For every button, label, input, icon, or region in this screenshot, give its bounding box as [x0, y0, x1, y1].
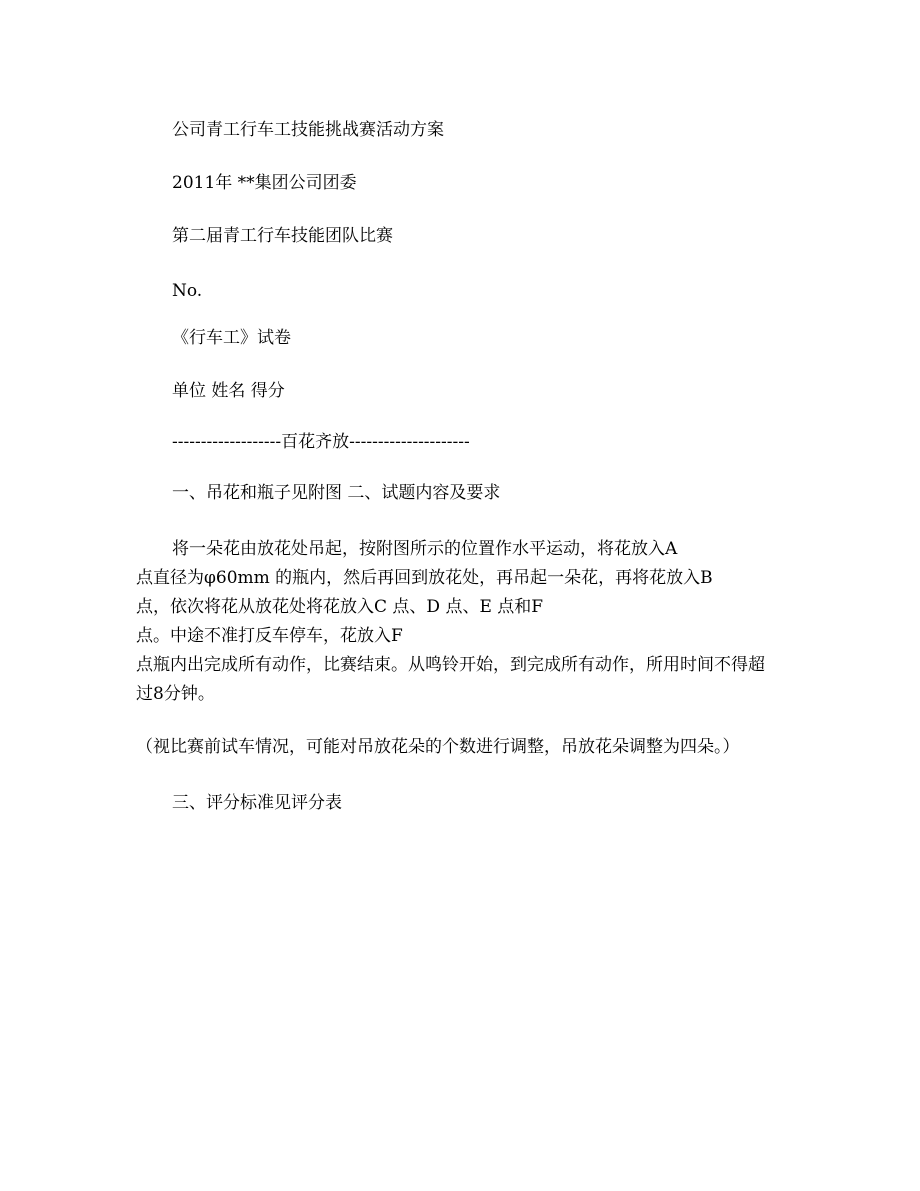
divider-line: -------------------百花齐放---------------------	[172, 432, 470, 452]
section-heading-3: 三、评分标准见评分表	[172, 793, 342, 813]
paper-title: 《行车工》试卷	[172, 328, 291, 348]
requirements-line: 点。中途不准打反车停车，花放入F	[136, 626, 403, 646]
competition-name: 第二届青工行车技能团队比赛	[172, 226, 393, 246]
adjustment-note: （视比赛前试车情况，可能对吊放花朵的个数进行调整，吊放花朵调整为四朵。）	[136, 737, 740, 757]
requirements-line: 点直径为φ60mm 的瓶内，然后再回到放花处，再吊起一朵花，再将花放入B	[136, 568, 713, 588]
requirements-paragraph	[136, 535, 786, 709]
section-heading-1-2: 一、吊花和瓶子见附图 二、试题内容及要求	[172, 483, 501, 503]
requirements-line: 点瓶内出完成所有动作，比赛结束。从鸣铃开始，到完成所有动作，所用时间不得超	[136, 655, 765, 675]
requirements-line: 将一朵花由放花处吊起，按附图所示的位置作水平运动，将花放入A	[172, 539, 678, 559]
document-title: 公司青工行车工技能挑战赛活动方案	[172, 120, 444, 140]
requirements-line: 过8分钟。	[136, 684, 215, 704]
requirements-line: 点，依次将花从放花处将花放入C 点、D 点、E 点和F	[136, 597, 544, 617]
organization-line: 2011年 **集团公司团委	[172, 173, 357, 193]
info-fields: 单位 姓名 得分	[172, 381, 285, 401]
number-label: No.	[172, 281, 203, 301]
